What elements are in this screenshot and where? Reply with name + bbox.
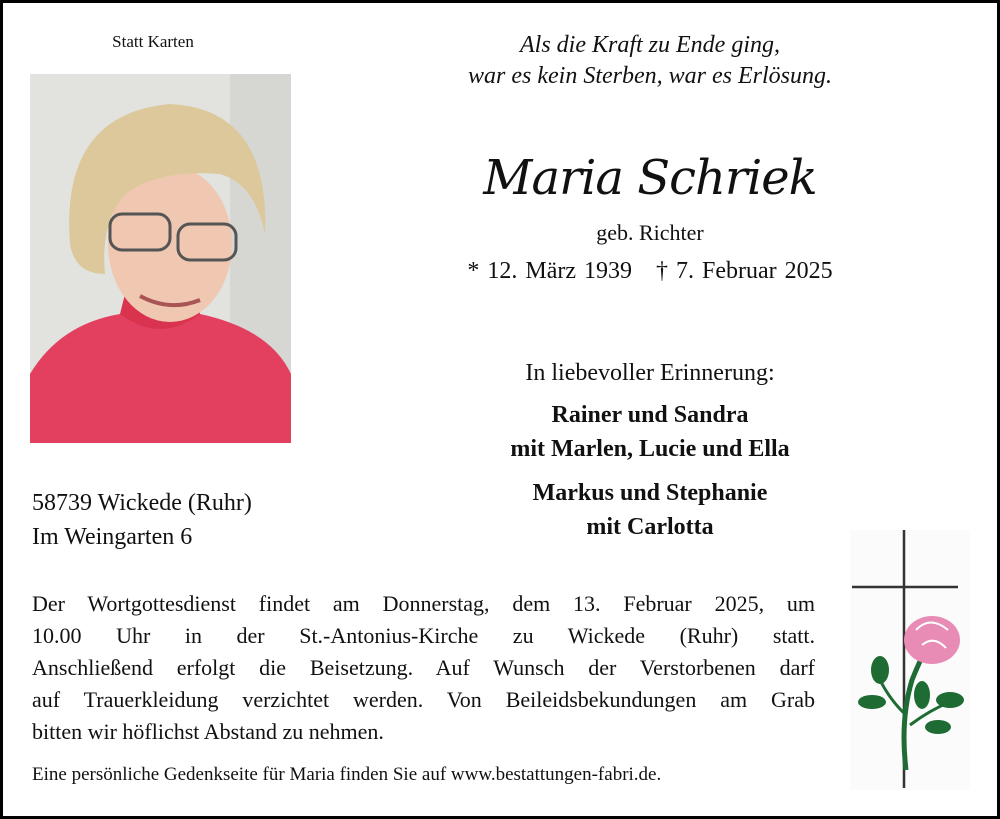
deceased-name: Maria Schriek — [483, 150, 817, 206]
address-street: Im Weingarten 6 — [32, 524, 193, 550]
remembrance-heading: In liebevoller Erinnerung: — [525, 360, 775, 386]
cross-rose-icon — [850, 530, 970, 790]
motto-verse — [400, 30, 900, 92]
address-city: 58739 Wickede (Ruhr) — [32, 490, 252, 516]
service-text-line: auf Trauerkleidung verzichtet werden. Von Beileidsbekundungen am Grab — [32, 687, 815, 712]
family-group-1 — [400, 398, 900, 466]
family-group-2 — [400, 476, 900, 544]
family-1-line-2: mit Marlen, Lucie und Ella — [510, 436, 790, 462]
service-text — [32, 588, 815, 748]
family-1-line-1: Rainer und Sandra — [551, 402, 749, 428]
motto-line-2: war es kein Sterben, war es Erlösung. — [468, 63, 832, 89]
memorial-page-note: Eine persönliche Gedenkseite für Maria finden Sie auf www.bestattungen-fabri.de. — [32, 764, 662, 785]
family-2-line-1: Markus und Stephanie — [532, 480, 768, 506]
service-text-line: 10.00 Uhr in der St.-Antonius-Kirche zu Wickede (Ruhr) statt. — [32, 623, 815, 648]
life-dates: * 12. März 1939 † 7. Februar 2025 — [467, 258, 833, 284]
family-2-line-2: mit Carlotta — [586, 514, 714, 540]
motto-line-1: Als die Kraft zu Ende ging, — [520, 32, 780, 58]
birth-name: geb. Richter — [596, 220, 704, 245]
service-text-line: Der Wortgottesdienst findet am Donnerstag, dem 13. Februar 2025, um — [32, 591, 815, 616]
address — [32, 486, 252, 554]
service-text-line: bitten wir höflichst Abstand zu nehmen. — [32, 719, 384, 744]
statt-karten-label: Statt Karten — [112, 32, 194, 51]
service-text-line: Anschließend erfolgt die Beisetzung. Auf Wunsch der Verstorbenen darf — [32, 655, 815, 680]
portrait-photo — [30, 74, 291, 443]
